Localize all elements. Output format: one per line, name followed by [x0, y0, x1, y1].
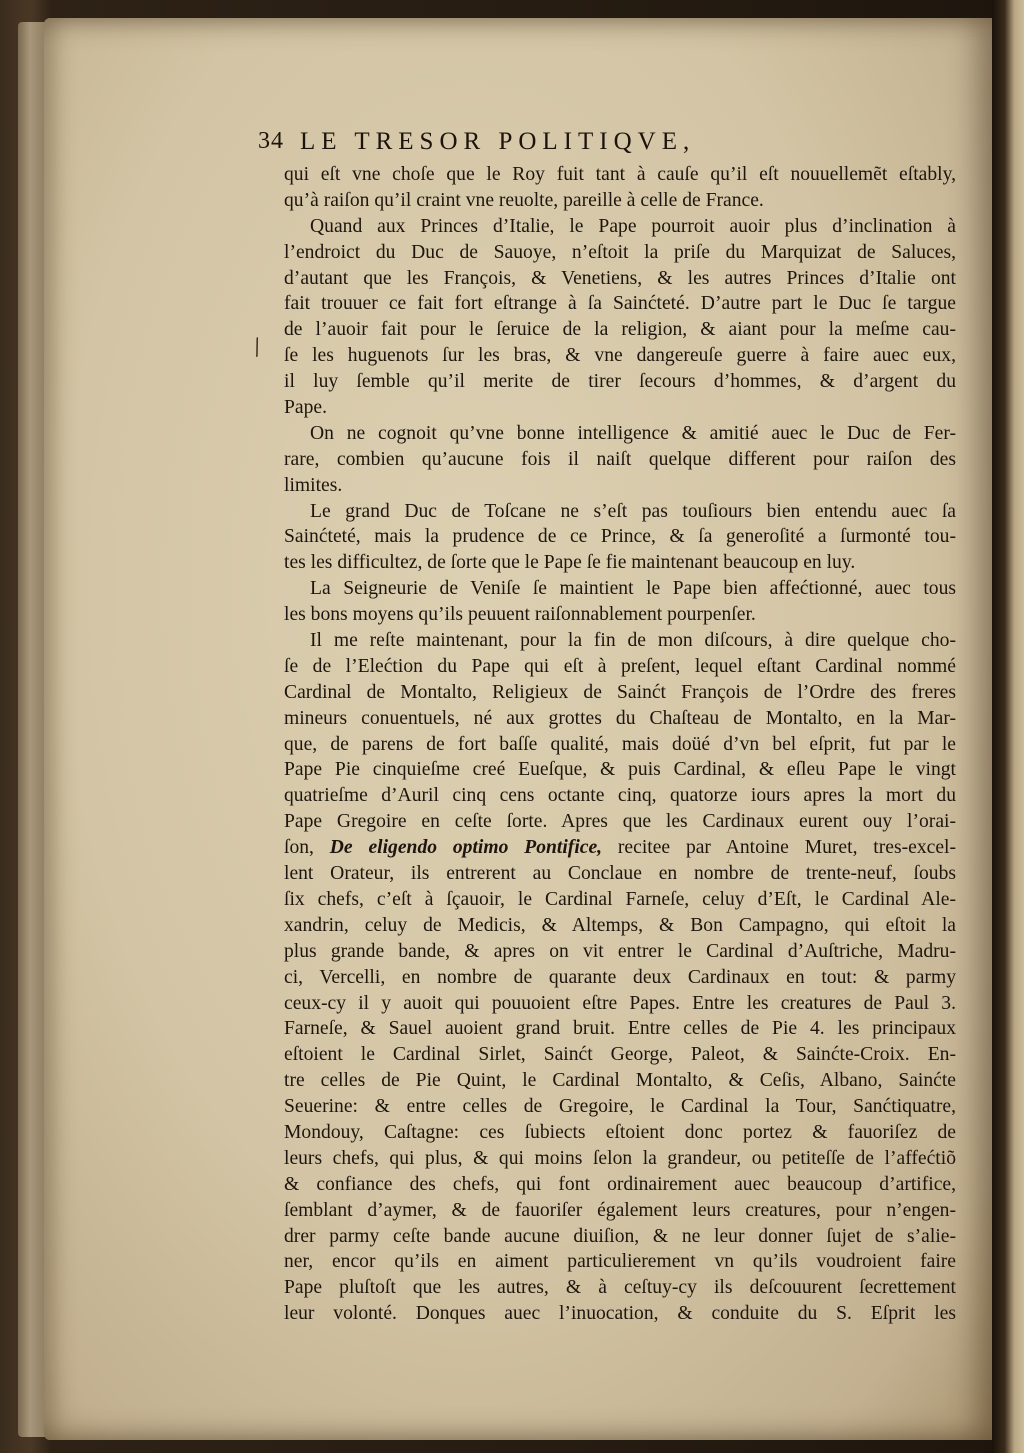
text-line: de l’auoir fait pour le ſeruice de la religion, & aiant pour la meſme cau-: [284, 319, 956, 341]
text-line: qui eſt vne choſe que le Roy fuit tant à cauſe qu’il eſt nouuellemẽt eſtably,: [284, 164, 956, 185]
text-line: Quand aux Princes d’Italie, le Pape pourroit auoir plus d’inclination à: [310, 215, 956, 237]
text-line: On ne cognoit qu’vne bonne intelligence & amitié auec le Duc de Fer-: [310, 422, 956, 444]
text-line: rare, combien qu’aucune fois il naiſt quelque different pour raiſon des: [284, 448, 956, 470]
text-line: ſix chefs, c’eſt à ſçauoir, le Cardinal Farneſe, celuy d’Eſt, le Cardinal Ale-: [284, 888, 956, 910]
text-line: ner, encor qu’ils en aiment particulierement vn qu’ils voudroient faire: [284, 1251, 956, 1273]
text-line: que, de parens de fort baſſe qualité, mais doüé d’vn bel eſprit, fut par le: [284, 733, 956, 755]
text-line: lent Orateur, ils entrerent au Conclaue en nombre de trente-neuf, ſoubs: [284, 863, 956, 885]
text-line: il luy ſemble qu’il merite de tirer ſecours d’hommes, & d’argent du: [284, 371, 956, 393]
text-line: l’endroict du Duc de Sauoye, n’eſtoit la priſe du Marquizat de Saluces,: [284, 241, 956, 263]
text-line: les bons moyens qu’ils peuuent raiſonnablement pourpenſer.: [284, 604, 756, 626]
text-line: xandrin, celuy de Medicis, & Altemps, & Bon Campagno, qui eſtoit la: [284, 914, 956, 936]
text-line: ceux-cy il y auoit qui pouuoient eſtre Papes. Entre les creatures de Paul 3.: [284, 992, 956, 1014]
text-line: leur volonté. Donques auec l’inuocation, & conduite du S. Eſprit les: [284, 1303, 956, 1325]
text-line: ſemblant d’aymer, & de fauoriſer également leurs creatures, pour n’engen-: [284, 1199, 956, 1221]
text-line: mineurs conuentuels, né aux grottes du Chaſteau de Montalto, en la Mar-: [284, 707, 956, 729]
text-line: Seuerine: & entre celles de Gregoire, le Cardinal la Tour, Sanćtiquatre,: [284, 1096, 956, 1118]
text-line: Mondouy, Caſtagne: ces ſubiects eſtoient donc portez & fauoriſez de: [284, 1121, 956, 1143]
text-line: tre celles de Pie Quint, le Cardinal Montalto, & Ceſis, Albano, Sainćte: [284, 1070, 956, 1092]
text-line: fait trouuer ce fait fort eſtrange à ſa Sainćteté. D’autre part le Duc ſe targue: [284, 293, 956, 315]
text-line: Il me reſte maintenant, pour la fin de mon diſcours, à dire quelque cho-: [310, 630, 956, 652]
text-line: Sainćteté, mais la prudence de ce Prince, & ſa generoſité a ſurmonté tou-: [284, 526, 956, 548]
book-gutter: [992, 0, 1024, 1453]
text-line: Pape Gregoire en ceſte ſorte. Apres que les Cardinaux eurent ouy l’orai-: [284, 811, 956, 833]
text-line: qu’à raiſon qu’il craint vne reuolte, pareille à celle de France.: [284, 189, 764, 211]
text-line: Le grand Duc de Toſcane ne s’eſt pas touſiours bien entendu auec ſa: [310, 500, 956, 522]
text-line: ci, Vercelli, en nombre de quarante deux Cardinaux en tout: & parmy: [284, 966, 956, 988]
running-title: LE TRESOR POLITIQVE,: [300, 128, 696, 155]
text-line: eſtoient le Cardinal Sirlet, Sainćt George, Paleot, & Sainćte-Croix. En-: [284, 1044, 956, 1066]
text-line: ſe les huguenots ſur les bras, & vne dangereuſe guerre à faire auec eux,: [284, 345, 956, 367]
margin-mark-icon: ⁄: [249, 336, 266, 361]
text-line: drer parmy ceſte bande aucune diuiſion, & ne leur donner ſujet de s’alie-: [284, 1225, 956, 1247]
text-line: Cardinal de Montalto, Religieux de Sainćt François de l’Ordre des freres: [284, 681, 956, 703]
italic-title: De eligendo optimo Pontifice,: [329, 837, 603, 859]
text-line: Farneſe, & Sauel auoient grand bruit. Entre celles de Pie 4. les principaux: [284, 1018, 956, 1040]
page-number: 34: [258, 128, 284, 154]
text-line: d’autant que les François, & Venetiens, & les autres Princes d’Italie ont: [284, 267, 956, 289]
text-line: ſe de l’Elećtion du Pape qui eſt à preſent, lequel eſtant Cardinal nommé: [284, 655, 956, 677]
text-line: Pape pluſtoſt que les autres, & à ceſtuy-cy ils deſcouurent ſecrettement: [284, 1277, 956, 1299]
text-line: limites.: [284, 474, 343, 496]
text-line: & confiance des chefs, qui font ordinairement auec beaucoup d’artifice,: [284, 1173, 956, 1195]
text-line: plus grande bande, & apres on vit entrer le Cardinal d’Auſtriche, Madru-: [284, 940, 956, 962]
text-line: Pape Pie cinquieſme creé Eueſque, & puis Cardinal, & eſleu Pape le vingt: [284, 759, 956, 781]
text-line: ſon, De eligendo optimo Pontifice, recitee par Antoine Muret, tres-excel-: [284, 837, 956, 859]
text-line: La Seigneurie de Veniſe ſe maintient le Pape bien affećtionné, auec tous: [310, 578, 956, 600]
text-line: quatrieſme d’Auril cinq cens octante cinq, quatorze iours apres la mort du: [284, 785, 956, 807]
body-text: [284, 162, 956, 1327]
text-line: tes les difficultez, de ſorte que le Pape ſe fie maintenant beaucoup en luy.: [284, 552, 856, 574]
text-line: Pape.: [284, 397, 327, 419]
running-head: [258, 128, 838, 164]
text-line: leurs chefs, qui plus, & qui moins ſelon la grandeur, ou petiteſſe de l’affećtiõ: [284, 1147, 956, 1169]
